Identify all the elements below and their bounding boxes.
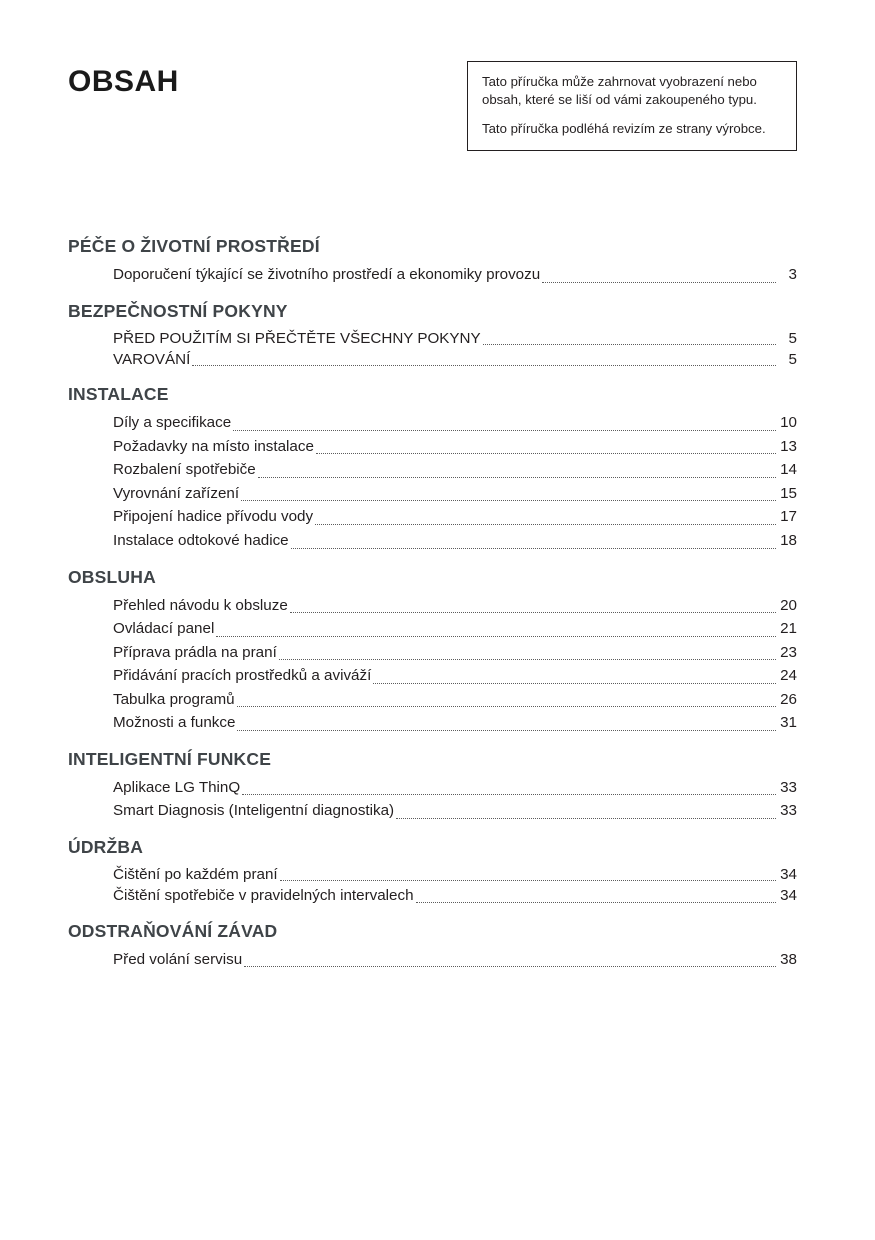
toc-section-operation [68,567,797,735]
toc-entry[interactable] [68,482,797,506]
toc-entry[interactable] [68,641,797,665]
section-title: ODSTRAŇOVÁNÍ ZÁVAD [68,920,278,941]
toc-entry-page: 31 [780,714,797,732]
toc-entry-page: 34 [780,887,797,905]
dot-leader [416,901,776,903]
toc-section-installation [68,384,797,552]
notice-box [467,61,797,151]
section-title: INSTALACE [68,384,169,405]
toc-entry[interactable] [68,617,797,641]
notice-paragraph-2: Tato příručka podléhá revizím ze strany výrobce. [482,120,766,136]
section-title: BEZPEČNOSTNÍ POKYNY [68,300,288,321]
toc-section-troubleshooting [68,921,797,972]
dot-leader [315,523,776,525]
toc-entry-page: 33 [780,802,797,820]
toc-section-smart-functions [68,749,797,823]
toc-section-maintenance [68,837,797,907]
page-header [68,55,797,230]
toc-entry-label: Instalace odtokové hadice [113,531,289,549]
toc-entry[interactable] [68,711,797,735]
toc-entry-label: Díly a specifikace [113,414,232,432]
dot-leader [233,429,776,431]
dot-leader [373,682,776,684]
toc-entry[interactable] [68,885,797,906]
toc-entry-page: 17 [780,508,797,526]
toc-entry[interactable] [68,776,797,800]
dot-leader [291,547,776,549]
toc-entry-page: 18 [780,531,797,549]
toc-entry-page: 34 [780,866,797,883]
toc-entry[interactable] [68,349,797,370]
dot-leader [290,611,776,613]
toc-entry-page: 5 [788,350,797,368]
toc-entry[interactable] [68,328,797,349]
toc-entry-page: 38 [780,950,797,968]
dot-leader [542,281,776,283]
toc-entry-label: Před volání servisu [113,950,243,968]
page-title: OBSAH [68,65,179,98]
toc-entry-page: 15 [780,484,797,502]
dot-leader [244,965,776,967]
toc-entry-label: Vyrovnání zařízení [113,484,240,502]
dot-leader [216,635,776,637]
toc-entry[interactable] [68,594,797,618]
toc-entry-page: 5 [788,329,797,347]
notice-paragraph-1: Tato příručka může zahrnovat vyobrazení nebo obsah, které se liší od vámi zakoupeného typu. [482,74,757,107]
toc-entry-label: Ovládací panel [113,620,215,638]
toc-entry-label: Aplikace LG ThinQ [113,778,241,796]
section-title: PÉČE O ŽIVOTNÍ PROSTŘEDÍ [68,236,320,256]
toc-entry-label: Příprava prádla na praní [113,643,277,661]
table-of-contents [68,236,797,971]
toc-entry-page: 21 [780,620,797,638]
toc-entry[interactable] [68,458,797,482]
toc-entry-label: Tabulka programů [113,690,235,708]
toc-entry-label: Přehled návodu k obsluze [113,596,288,614]
toc-entry[interactable] [68,529,797,553]
toc-entry-page: 14 [780,461,797,479]
toc-entry-label: Rozbalení spotřebiče [113,461,256,479]
dot-leader [396,817,776,819]
dot-leader [241,499,776,501]
toc-entry[interactable] [68,948,797,972]
toc-entry[interactable] [68,864,797,885]
toc-entry-page: 24 [780,667,797,685]
toc-section-safety [68,301,797,371]
toc-entry-page: 20 [780,596,797,614]
toc-entry-label: Smart Diagnosis (Inteligentní diagnostika) [113,802,395,820]
toc-entry-label: Požadavky na místo instalace [113,437,314,455]
toc-entry[interactable] [68,688,797,712]
toc-entry-label: VAROVÁNÍ [113,350,191,368]
toc-entry[interactable] [68,664,797,688]
toc-entry-page: 26 [780,690,797,708]
dot-leader [237,729,776,731]
section-title: INTELIGENTNÍ FUNKCE [68,748,272,769]
dot-leader [237,705,776,707]
toc-entry[interactable] [68,505,797,529]
toc-entry-page: 10 [780,414,797,432]
dot-leader [280,879,776,881]
toc-entry-label: Připojení hadice přívodu vody [113,508,314,526]
dot-leader [279,658,776,660]
toc-entry-page: 33 [780,778,797,796]
section-title: OBSLUHA [68,566,156,587]
dot-leader [258,476,776,478]
dot-leader [483,343,776,345]
toc-entry-page: 13 [780,437,797,455]
toc-entry[interactable] [68,435,797,459]
toc-entry-label: Čištění po každém praní [113,866,278,883]
section-title: ÚDRŽBA [68,837,144,857]
toc-entry-label: PŘED POUŽITÍM SI PŘEČTĚTE VŠECHNY POKYNY [113,329,481,347]
toc-entry-label: Možnosti a funkce [113,714,236,732]
toc-entry-label: Doporučení týkající se životního prostředí a ekonomiky provozu [113,266,541,283]
toc-section-environment [68,236,797,287]
toc-entry[interactable] [68,263,797,287]
toc-entry[interactable] [68,799,797,823]
toc-entry[interactable] [68,411,797,435]
toc-entry-page: 23 [780,643,797,661]
dot-leader [316,452,776,454]
toc-entry-page: 3 [788,266,797,283]
toc-entry-label: Čištění spotřebiče v pravidelných intervalech [113,887,414,905]
dot-leader [242,793,776,795]
dot-leader [192,364,776,366]
toc-entry-label: Přidávání pracích prostředků a aviváží [113,667,372,685]
